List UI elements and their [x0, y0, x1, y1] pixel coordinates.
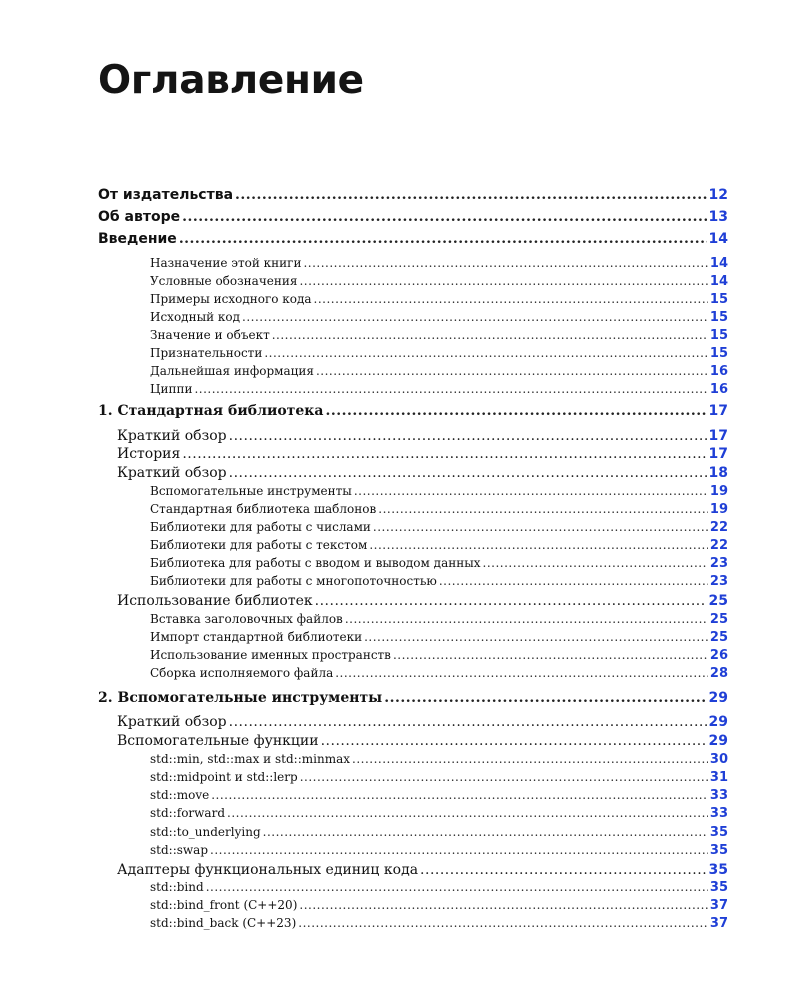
dot-leader [316, 364, 708, 378]
toc-entry-title: std::midpoint и std::lerp [150, 770, 298, 784]
toc-entry-page[interactable]: 35 [709, 880, 728, 895]
dot-leader [384, 690, 706, 706]
dot-leader [210, 843, 708, 857]
toc-entry-page[interactable]: 22 [709, 538, 728, 553]
dot-leader [373, 520, 708, 534]
toc-entry-title: Исходный код [150, 310, 241, 324]
dot-leader [194, 382, 707, 396]
toc-entry[interactable] [150, 666, 728, 681]
dot-leader [314, 292, 708, 306]
toc-entry-page[interactable]: 17 [708, 403, 728, 419]
dot-leader [325, 403, 706, 419]
dot-leader [345, 612, 708, 626]
toc-entry-page[interactable]: 25 [709, 630, 728, 645]
toc-entry[interactable] [98, 690, 728, 706]
dot-leader [242, 310, 708, 324]
toc-entry-title: Краткий обзор [117, 714, 227, 730]
toc-entry-title: std::move [150, 788, 210, 802]
toc-entry-title: Введение [98, 231, 177, 247]
toc-entry-title: Адаптеры функциональных единиц кода [117, 862, 419, 878]
toc-entry-title: Библиотеки для работы с многопоточностью [150, 574, 437, 588]
toc-entry-page[interactable]: 15 [709, 328, 728, 343]
toc-entry-page[interactable]: 14 [709, 256, 728, 271]
toc-entry-page[interactable]: 19 [709, 502, 728, 517]
toc-entry-title: std::swap [150, 843, 209, 857]
toc-entry-title: Библиотека для работы с вводом и выводом данных [150, 556, 481, 570]
toc-entry-title: Библиотеки для работы с числами [150, 520, 371, 534]
toc-entry-page[interactable]: 14 [708, 231, 728, 247]
toc-entry-title: Стандартная библиотека шаблонов [150, 502, 377, 516]
toc-entry-title: Циппи [150, 382, 193, 396]
toc-entry-page[interactable]: 37 [709, 916, 728, 931]
dot-leader [272, 328, 708, 342]
dot-leader [420, 862, 706, 878]
toc-entry-page[interactable]: 35 [708, 862, 728, 878]
dot-leader [378, 502, 708, 516]
toc-entry-title: Краткий обзор [117, 465, 227, 481]
toc-entry-page[interactable]: 22 [709, 520, 728, 535]
dot-leader [264, 346, 708, 360]
toc-entry[interactable] [150, 770, 728, 785]
toc-entry-page[interactable]: 37 [709, 898, 728, 913]
toc-entry[interactable] [150, 630, 728, 645]
toc-entry-page[interactable]: 14 [709, 274, 728, 289]
dot-leader [298, 916, 708, 930]
toc-entry[interactable] [150, 898, 728, 913]
toc-entry-title: Использование библиотек [117, 593, 313, 609]
toc-entry-title: Библиотеки для работы с текстом [150, 538, 368, 552]
toc-entry-title: 2. Вспомогательные инструменты [98, 690, 383, 706]
dot-leader [321, 733, 707, 749]
toc-entry[interactable] [117, 714, 728, 730]
toc-entry-page[interactable]: 12 [708, 187, 728, 203]
dot-leader [299, 898, 708, 912]
toc-entry-title: Значение и объект [150, 328, 270, 342]
toc-entry[interactable] [150, 538, 728, 553]
toc-entry-page[interactable]: 35 [709, 825, 728, 840]
toc-entry[interactable] [150, 484, 728, 499]
toc-entry-page[interactable]: 15 [709, 346, 728, 361]
dot-leader [235, 187, 706, 203]
toc-entry[interactable] [150, 502, 728, 517]
dot-leader [352, 752, 708, 766]
toc-entry-title: std::to_underlying [150, 825, 261, 839]
toc-entry-page[interactable]: 33 [709, 806, 728, 821]
toc-entry-title: Краткий обзор [117, 428, 227, 444]
dot-leader [354, 484, 708, 498]
dot-leader [335, 666, 708, 680]
dot-leader [263, 825, 708, 839]
dot-leader [229, 714, 707, 730]
toc-entry-title: 1. Стандартная библиотека [98, 403, 324, 419]
toc-entry[interactable] [150, 274, 728, 289]
toc-entry[interactable] [150, 806, 728, 821]
toc-entry[interactable] [150, 648, 728, 663]
toc-entry[interactable] [117, 733, 728, 749]
dot-leader [179, 231, 707, 247]
toc-entry-title: std::bind_back (C++23) [150, 916, 297, 930]
toc-entry[interactable] [150, 520, 728, 535]
toc-entry-title: Назначение этой книги [150, 256, 302, 270]
toc-entry-page[interactable]: 16 [709, 382, 728, 397]
toc-entry[interactable] [150, 328, 728, 343]
dot-leader [300, 770, 708, 784]
toc-entry[interactable] [98, 187, 728, 203]
toc-entry-title: Условные обозначения [150, 274, 298, 288]
toc-entry-page[interactable]: 15 [709, 292, 728, 307]
toc-entry-title: Об авторе [98, 209, 181, 225]
toc-entry[interactable] [150, 346, 728, 361]
dot-leader [369, 538, 708, 552]
toc-entry[interactable] [98, 403, 728, 419]
toc-entry[interactable] [150, 752, 728, 767]
dot-leader [483, 556, 708, 570]
toc-entry-page[interactable]: 29 [708, 690, 728, 706]
dot-leader [206, 880, 708, 894]
dot-leader [227, 806, 708, 820]
toc-entry[interactable] [150, 825, 728, 840]
toc-entry-page[interactable]: 35 [709, 843, 728, 858]
toc-entry-page[interactable]: 29 [708, 714, 728, 730]
toc-entry[interactable] [150, 843, 728, 858]
toc-entry[interactable] [117, 593, 728, 609]
toc-entry-title: std::bind_front (C++20) [150, 898, 298, 912]
toc-entry[interactable] [150, 310, 728, 325]
page-title: Оглавление [98, 58, 364, 103]
dot-leader [299, 274, 707, 288]
dot-leader [393, 648, 708, 662]
toc-entry-title: Вспомогательные функции [117, 733, 319, 749]
toc-entry-page[interactable]: 26 [709, 648, 728, 663]
toc-entry-title: std::forward [150, 806, 225, 820]
dot-leader [303, 256, 707, 270]
toc-entry-page[interactable]: 30 [709, 752, 728, 767]
toc-entry-title: Вставка заголовочных файлов [150, 612, 343, 626]
toc-entry-page[interactable]: 31 [709, 770, 728, 785]
toc-entry[interactable] [117, 465, 728, 481]
toc-entry-page[interactable]: 23 [709, 574, 728, 589]
toc-entry-page[interactable]: 25 [708, 593, 728, 609]
toc-entry-page[interactable]: 16 [709, 364, 728, 379]
toc-entry-title: История [117, 446, 181, 462]
toc-entry-page[interactable]: 13 [708, 209, 728, 225]
toc-entry[interactable] [117, 862, 728, 878]
toc-entry[interactable] [150, 382, 728, 397]
toc-entry-page[interactable]: 33 [709, 788, 728, 803]
dot-leader [315, 593, 707, 609]
dot-leader [439, 574, 708, 588]
toc-entry-page[interactable]: 28 [709, 666, 728, 681]
toc-entry-title: От издательства [98, 187, 234, 203]
dot-leader [229, 428, 707, 444]
toc-entry-title: Примеры исходного кода [150, 292, 312, 306]
dot-leader [364, 630, 708, 644]
toc-entry-page[interactable]: 15 [709, 310, 728, 325]
toc-entry-page[interactable]: 19 [709, 484, 728, 499]
toc-entry[interactable] [98, 231, 728, 247]
toc-entry[interactable] [150, 574, 728, 589]
toc-entry[interactable] [150, 788, 728, 803]
toc-entry-page[interactable]: 17 [708, 428, 728, 444]
toc-entry[interactable] [117, 428, 728, 444]
toc-entry-title: Импорт стандартной библиотеки [150, 630, 363, 644]
toc-entry-page[interactable]: 25 [709, 612, 728, 627]
toc-entry-title: Признательности [150, 346, 263, 360]
dot-leader [229, 465, 707, 481]
toc-entry[interactable] [150, 256, 728, 271]
toc-entry[interactable] [150, 612, 728, 627]
toc-entry-page[interactable]: 17 [708, 446, 728, 462]
toc-entry-title: Дальнейшая информация [150, 364, 314, 378]
toc-entry-page[interactable]: 23 [709, 556, 728, 571]
toc-entry[interactable] [117, 446, 728, 462]
dot-leader [211, 788, 708, 802]
dot-leader [182, 446, 706, 462]
toc-entry-title: std::min, std::max и std::minmax [150, 752, 350, 766]
toc-entry[interactable] [98, 209, 728, 225]
toc-entry[interactable] [150, 880, 728, 895]
toc-entry[interactable] [150, 364, 728, 379]
toc-entry-page[interactable]: 29 [708, 733, 728, 749]
toc-entry[interactable] [150, 916, 728, 931]
dot-leader [182, 209, 706, 225]
toc-entry-page[interactable]: 18 [708, 465, 728, 481]
toc-entry[interactable] [150, 292, 728, 307]
toc-entry-title: Вспомогательные инструменты [150, 484, 352, 498]
toc-entry-title: Сборка исполняемого файла [150, 666, 334, 680]
toc-entry[interactable] [150, 556, 728, 571]
toc-entry-title: Использование именных пространств [150, 648, 391, 662]
toc-entry-title: std::bind [150, 880, 204, 894]
